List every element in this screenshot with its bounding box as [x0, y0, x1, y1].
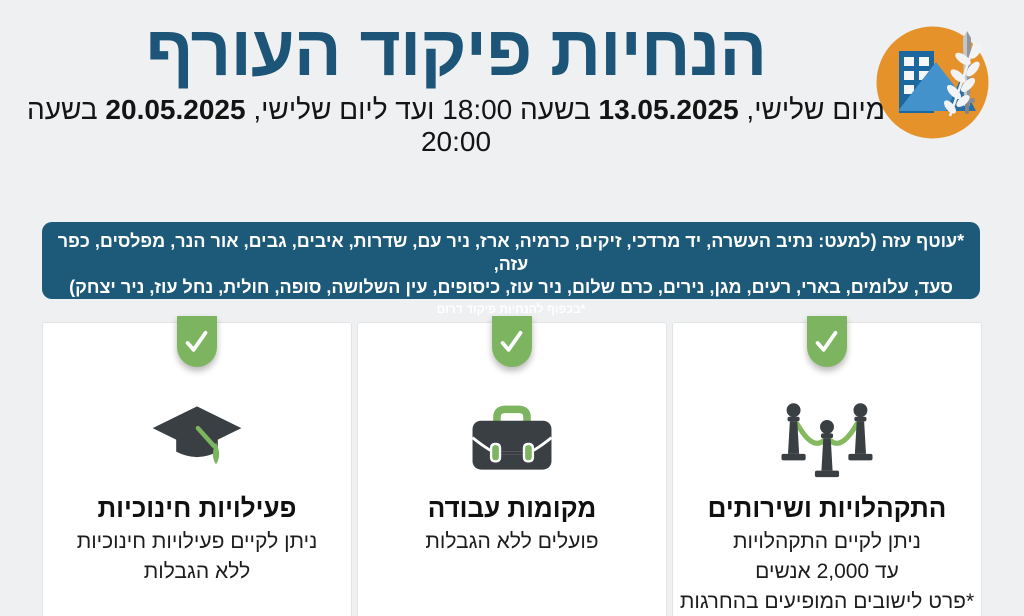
card-text-line: ללא הגבלות — [143, 560, 251, 583]
card-title: פעילויות חינוכיות — [97, 493, 297, 523]
card-text-line: *פרט לישובים המופיעים בהחרגות — [679, 590, 975, 613]
briefcase-icon — [358, 393, 666, 485]
card-text-line: ניתן לקיים התקהלויות — [733, 530, 921, 553]
card-educational-activities — [42, 322, 352, 616]
card-gatherings-and-services — [672, 322, 982, 616]
card-text-line: ניתן לקיים פעילויות חינוכיות — [76, 530, 318, 553]
end-date: 20.05.2025 — [105, 93, 246, 125]
subtitle-text: מיום שלישי, — [738, 93, 886, 125]
page-title: הנחיות פיקוד העורף — [145, 12, 767, 91]
banner-footnote: *בכפוף להנחיות פיקוד דרום — [436, 302, 586, 316]
banner-line-1: *עוטף עזה (למעט: נתיב העשרה, יד מרדכי, זיקים, כרמיה, ארז, ניר עם, שדרות, איבים, גבים, אור הנר, מפלסים, כפר עזה, — [57, 231, 965, 274]
check-badge-icon — [177, 316, 217, 367]
card-title: התקהלויות ושירותים — [707, 493, 947, 523]
card-text-line: פועלים ללא הגבלות — [425, 530, 599, 553]
graduation-cap-icon — [43, 393, 351, 485]
banner-line-2: סעד, עלומים, בארי, רעים, מגן, נירים, כרם שלום, ניר עוז, כיסופים, עין השלושה, סופה, חולית, נחל עוז, ניר יצחק) — [69, 277, 953, 297]
card-workplaces — [357, 322, 667, 616]
guideline-cards — [42, 322, 982, 616]
card-text-line: עד 2,000 אנשים — [755, 560, 899, 583]
card-title: מקומות עבודה — [427, 493, 597, 523]
subtitle-text: בשעה 20:00 — [26, 93, 492, 157]
subtitle-text: בשעה 18:00 ועד ליום שלישי, — [245, 93, 599, 125]
gaza-envelope-exceptions-banner — [42, 222, 980, 316]
check-badge-icon — [807, 316, 847, 367]
stanchions-icon — [673, 393, 981, 485]
start-date: 13.05.2025 — [598, 93, 739, 125]
check-badge-icon — [492, 316, 532, 367]
validity-date-range — [0, 94, 912, 158]
